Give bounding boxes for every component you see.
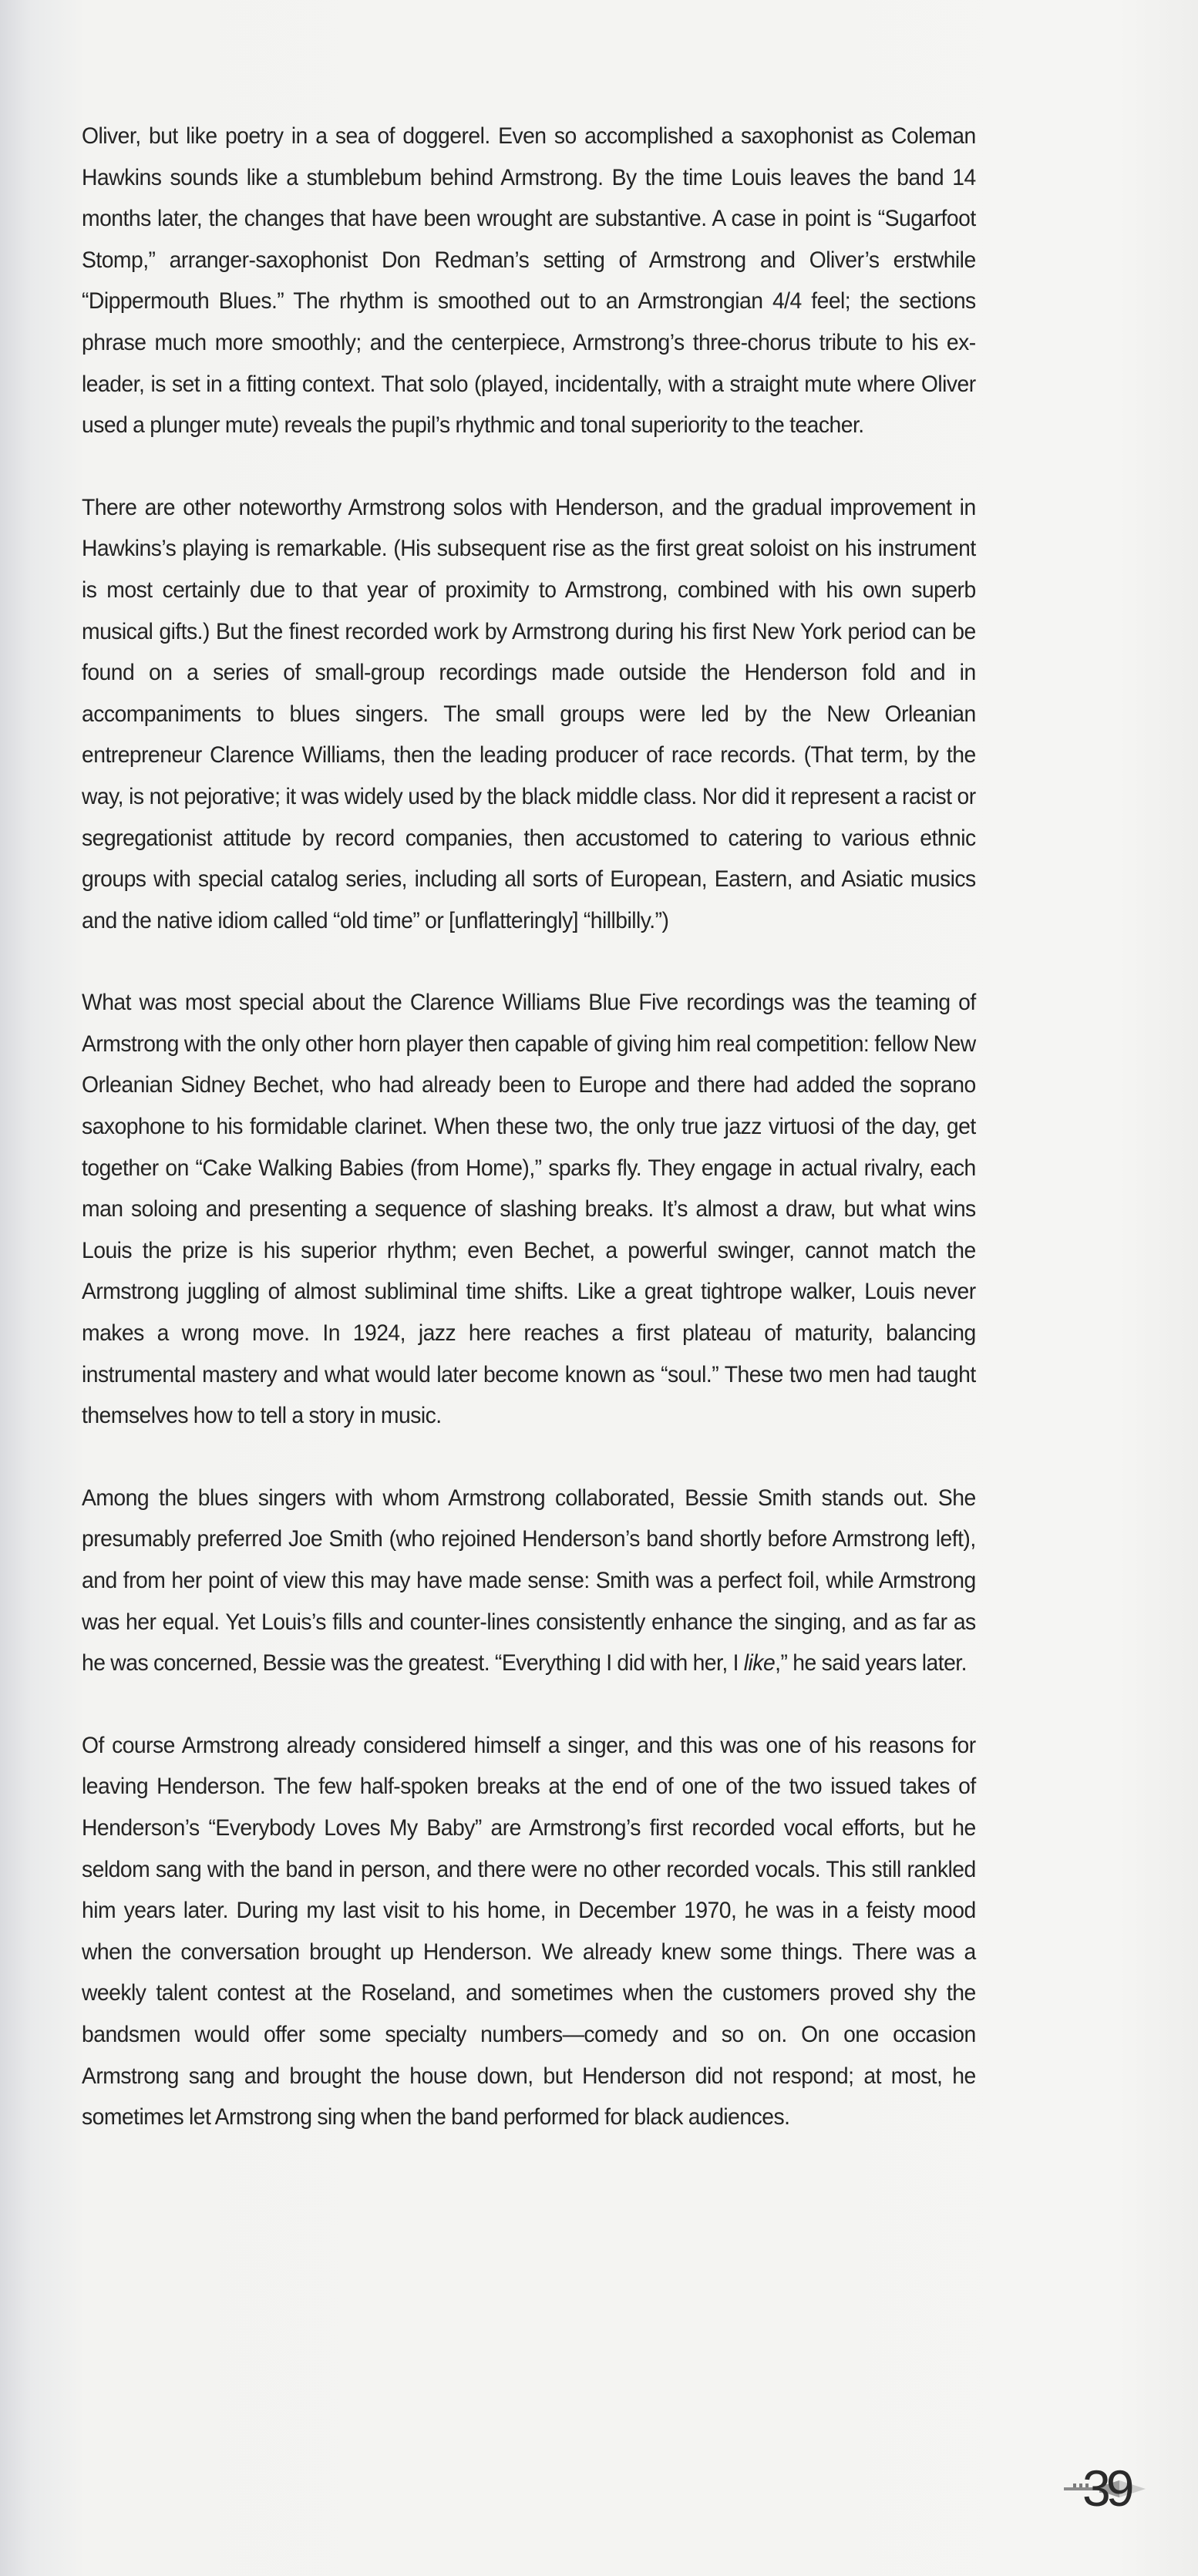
paragraph: Oliver, but like poetry in a sea of doggerel. Even so accomplished a saxophonist as Coleman Hawkins sounds like a stumblebum behind Armstrong. By the time Louis leaves the band 14 months later, the changes that have been wrought are substantive. A case in point is “Sugarfoot Stomp,” arranger-saxophonist Don Redman’s setting of Armstrong and Oliver’s erstwhile “Dippermouth Blues.” The rhythm is smoothed out to an Armstrongian 4/4 feel; the sections phrase much more smoothly; and the centerpiece, Armstrong’s three-chorus tribute to his ex-leader, is set in a fitting context. That solo (played, incidentally, with a straight mute where Oliver used a plunger mute) reveals the pupil’s rhythmic and tonal superiority to the teacher.	[82, 123, 976, 439]
emphasis: like	[743, 1650, 776, 1676]
page-number: 39	[1082, 2460, 1130, 2517]
page-folio	[1062, 2457, 1147, 2519]
paragraph: What was most special about the Clarence Williams Blue Five recordings was the teaming of Armstrong with the only other horn player then capable of giving him real competition: fellow New Orleanian Sidney Bechet, who had already been to Europe and there had added the soprano saxophone to his formidable clarinet. When these two, the only true jazz virtuosi of the day, get together on “Cake Walking Babies (from Home),” sparks fly. They engage in actual rivalry, each man soloing and presenting a sequence of slashing breaks. It’s almost a draw, but what wins Louis the prize is his superior rhythm; even Bechet, a powerful swinger, cannot match the Armstrong juggling of almost subliminal time shifts. Like a great tightrope walker, Louis never makes a wrong move. In 1924, jazz here reaches a first plateau of maturity, balancing instrumental mastery and what would later become known as “soul.” These two men had taught themselves how to tell a story in music.	[82, 990, 976, 1429]
paragraph: Among the blues singers with whom Armstrong collaborated, Bessie Smith stands out. She presumably preferred Joe Smith (who rejoined Henderson’s band shortly before Armstrong left), and from her point of view this may have made sense: Smith was a perfect foil, while Armstrong was her equal. Yet Louis’s fills and counter-lines consistently enhance the singing, and as far as he was concerned, Bessie was the greatest. “Everything I did with her, I like,” he said years later.	[82, 1485, 976, 1676]
paragraph: Of course Armstrong already considered himself a singer, and this was one of his reasons for leaving Henderson. The few half-spoken breaks at the end of one of the two issued takes of Henderson’s “Everybody Loves My Baby” are Armstrong’s first recorded vocal efforts, but he seldom sang with the band in person, and there were no other recorded vocals. This still rankled him years later. During my last visit to his home, in December 1970, he was in a feisty mood when the conversation brought up Henderson. We already knew some things. There was a weekly talent contest at the Roseland, and sometimes when the customers proved shy the bandsmen would offer some specialty numbers—comedy and so on. On one occasion Armstrong sang and brought the house down, but Henderson did not respond; at most, he sometimes let Armstrong sing when the band performed for black audiences.	[82, 1732, 976, 2130]
text-column	[82, 116, 976, 2138]
paragraph: There are other noteworthy Armstrong solos with Henderson, and the gradual improvement in Hawkins’s playing is remarkable. (His subsequent rise as the first great soloist on his instrument is most certainly due to that year of proximity to Armstrong, combined with his own superb musical gifts.) But the finest recorded work by Armstrong during his first New York period can be found on a series of small-group recordings made outside the Henderson fold and in accompaniments to blues singers. The small groups were led by the New Orleanian entrepreneur Clarence Williams, then the leading producer of race records. (That term, by the way, is not pejorative; it was widely used by the black middle class. Nor did it represent a racist or segregationist attitude by record companies, then accustomed to catering to various ethnic groups with special catalog series, including all sorts of European, Eastern, and Asiatic musics and the native idiom called “old time” or [unflatteringly] “hillbilly.”)	[82, 494, 976, 933]
